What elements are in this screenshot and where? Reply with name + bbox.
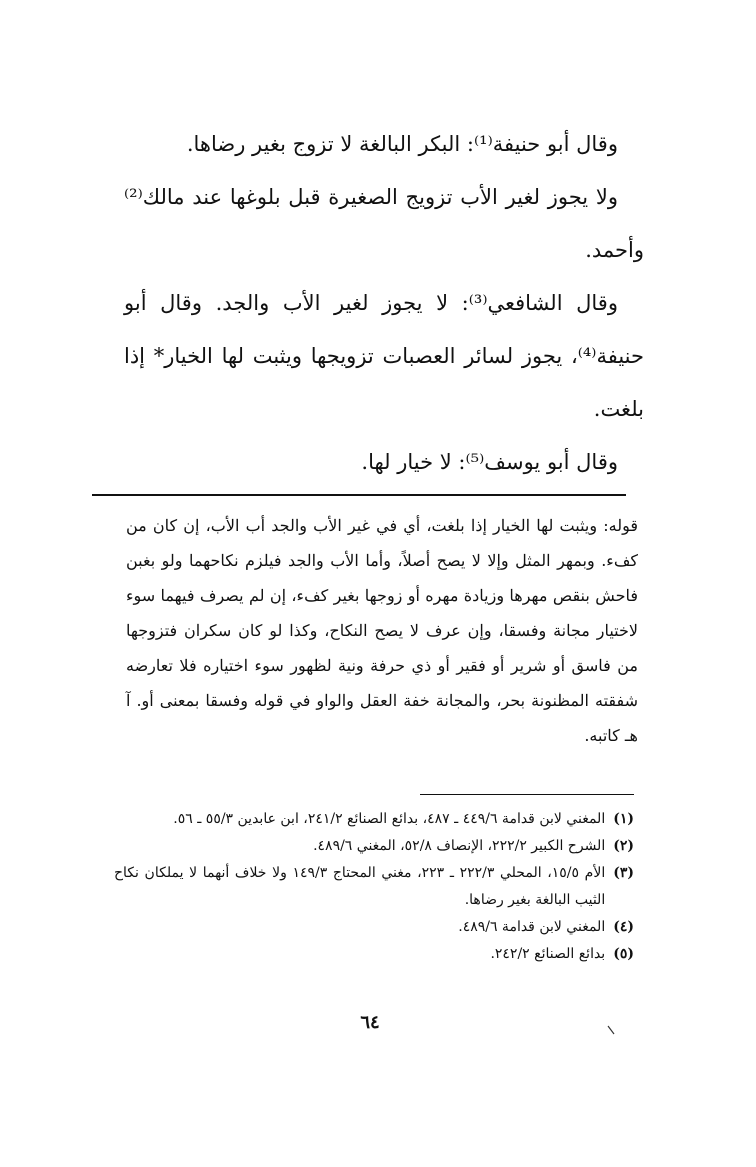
commentary-text: قوله: ويثبت لها الخيار إذا بلغت، أي في غير الأب والجد أب الأب، إن كان من كفء. وبمهر المثل وإلا لا يصح أصلاً، وأما الأب والجد فيلزم نكاحهما ولو بغبن فاحش بنقص مهرها وزيادة مهره أو زوجها بغير كفء، إن لم يصرف فيهما سوء لاختيار مجانة وفسقا، وإن عرف لا يصح النكاح، وكذا لو كان سكران فتزوجها من فاسق أو شرير أو فقير أو ذي حرفة ونية لظهور سوء اختياره فلا تعارضه شفقته المظنونة بحر، والمجانة خفة العقل والواو في قوله وفسقا بمعنى أو. آ هـ كاتبه. (126, 516, 638, 745)
footnotes (114, 806, 634, 968)
footnote-1 (114, 806, 634, 833)
footnote-text: المغني لابن قدامة ٤٨٩/٦. (458, 919, 606, 935)
footnote-number: (٣) (613, 865, 634, 881)
footnote-text: الأم ١٥/٥، المحلي ٢٢٢/٣ ـ ٢٢٣، مغني المحتاج ١٤٩/٣ ولا خلاف أنهما لا يملكان نكاح الثيب البالغة بغير رضاها. (114, 865, 606, 908)
footnote-text: بدائع الصنائع ٢٤٢/٢. (490, 946, 606, 962)
main-paragraph-4: وقال أبو يوسف⁽⁵⁾: لا خيار لها. (361, 450, 618, 474)
footnote-number: (٢) (613, 838, 634, 854)
footnote-3 (114, 860, 634, 914)
main-paragraph-2: ولا يجوز لغير الأب تزويج الصغيرة قبل بلوغها عند مالك⁽²⁾ وأحمد. (124, 185, 644, 262)
footnote-5 (114, 941, 634, 968)
page-number: ٦٤ (360, 1012, 380, 1033)
footnote-divider (420, 794, 634, 795)
footnote-2 (114, 833, 634, 860)
footnote-number: (١) (613, 811, 634, 827)
footnote-number: (٥) (613, 946, 634, 962)
main-divider (92, 494, 626, 496)
scan-mark-icon (607, 1025, 615, 1035)
footnote-text: الشرح الكبير ٢٢٢/٢، الإنصاف ٥٢/٨، المغني ٤٨٩/٦. (313, 838, 606, 854)
footnote-4 (114, 914, 634, 941)
main-text (124, 118, 644, 489)
commentary-note (126, 508, 638, 753)
footnote-text: المغني لابن قدامة ٤٤٩/٦ ـ ٤٨٧، بدائع الصنائع ٢٤١/٢، ابن عابدين ٥٥/٣ ـ ٥٦. (173, 811, 606, 827)
main-paragraph-1: وقال أبو حنيفة⁽¹⁾: البكر البالغة لا تزوج بغير رضاها. (186, 132, 618, 156)
main-paragraph-3: وقال الشافعي⁽³⁾: لا يجوز لغير الأب والجد. وقال أبو حنيفة⁽⁴⁾، يجوز لسائر العصبات تزويجها ويثبت لها الخيار* إذا بلغت. (124, 291, 644, 421)
footnote-number: (٤) (613, 919, 634, 935)
